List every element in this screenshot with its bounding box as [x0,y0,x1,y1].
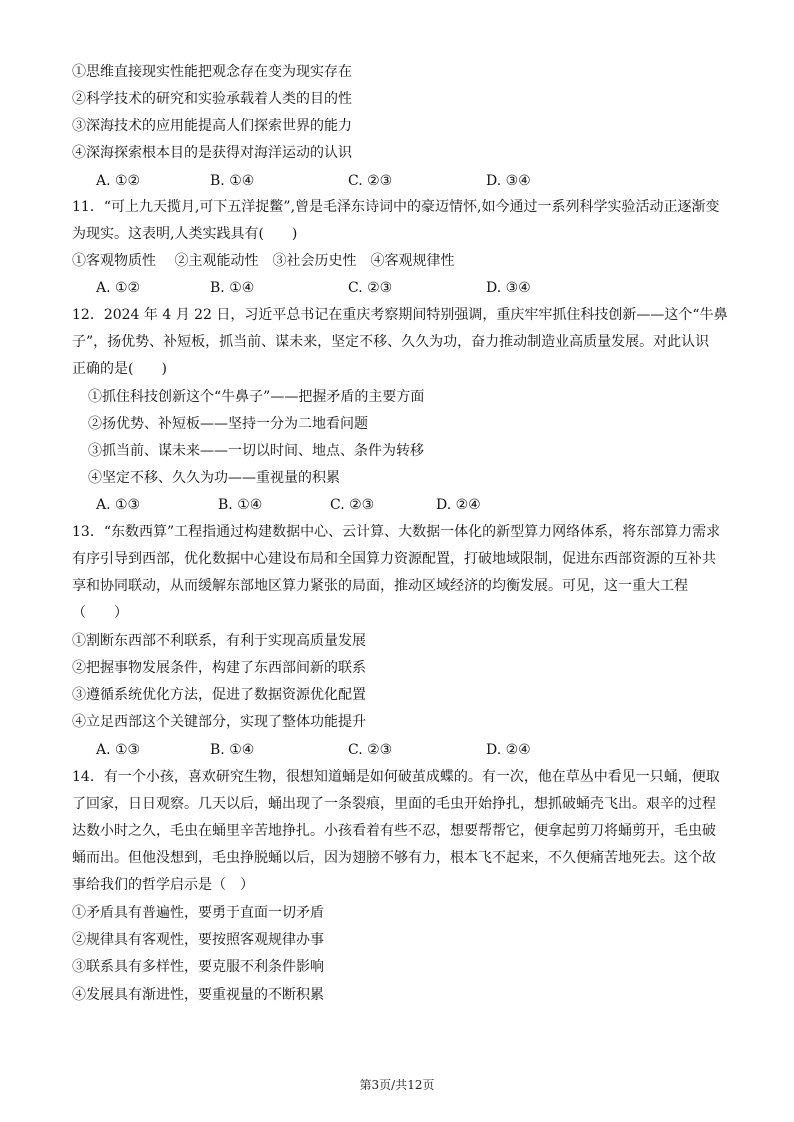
q12-stem-line-2: 子”，扬优势、补短板，抓当前、谋未来，坚定不移、久久为功，奋力推动制造业高质量发展。对此认识 [72,334,710,350]
q11-option-c: C. ②③ [348,280,393,296]
q10-item-1: ①思维直接现实性能把观念存在变为现实存在 [72,64,352,80]
q14-stem-line-5: 事给我们的哲学启示是（ ） [72,877,254,893]
q14-stem-line-4: 蛹而出。但他没想到，毛虫挣脱蛹以后，因为翅膀不够有力，根本飞不起来，不久便痛苦地死去。这个故 [72,850,716,866]
q14-item-2: ②规律具有客观性，要按照客观规律办事 [72,932,324,948]
q14-stem-line-1: 14．有一个小孩，喜欢研究生物，很想知道蛹是如何破茧成蝶的。有一次，他在草丛中看见一只蛹，便取 [72,769,720,785]
q11-stem-line-2: 为现实。这表明,人类实践具有( ) [72,226,298,242]
q13-option-c: C. ②③ [348,742,393,758]
q13-item-3: ③遵循系统优化方法，促进了数据资源优化配置 [72,687,366,703]
q10-item-2: ②科学技术的研究和实验承载着人类的目的性 [72,91,352,107]
page-number: 第3页/共12页 [359,1078,435,1092]
q10-option-b: B. ①④ [210,173,255,189]
q13-item-2: ②把握事物发展条件，构建了东西部间新的联系 [72,660,366,676]
q13-options [96,740,736,760]
q12-option-c: C. ②③ [330,497,375,513]
q13-stem-line-3: 享和协同联动，从而缓解东部地区算力紧张的局面，推动区域经济的均衡发展。可见，这一重大工程 [72,578,688,594]
q11-items: ①客观物质性 ②主观能动性 ③社会历史性 ④客观规律性 [72,253,455,269]
q10-option-c: C. ②③ [348,173,393,189]
q12-item-4: ④坚定不移、久久为功——重视量的积累 [88,470,340,486]
q10-option-d: D. ③④ [486,173,531,189]
q14-item-4: ④发展具有渐进性，要重视量的不断积累 [72,987,324,1003]
q14-stem-line-3: 达数小时之久，毛虫在蛹里辛苦地挣扎。小孩看着有些不忍，想要帮帮它，便拿起剪刀将蛹剪开，毛虫破 [72,823,716,839]
q13-option-a: A. ①③ [96,742,141,758]
q13-option-b: B. ①④ [210,742,255,758]
q12-option-a: A. ①③ [96,497,141,513]
q11-options [96,278,736,298]
q12-option-b: B. ①④ [218,497,263,513]
q11-option-b: B. ①④ [210,280,255,296]
q13-stem-line-1: 13．“东数西算”工程指通过构建数据中心、云计算、大数据一体化的新型算力网络体系，将东部算力需求 [72,524,721,540]
q13-stem-line-2: 有序引导到西部，优化数据中心建设布局和全国算力资源配置，打破地域限制，促进东西部资源的互补共 [72,551,716,567]
q11-option-a: A. ①② [96,280,141,296]
q13-item-1: ①割断东西部不利联系，有利于实现高质量发展 [72,633,366,649]
q11-option-d: D. ③④ [486,280,531,296]
q12-item-2: ②扬优势、补短板——坚持一分为二地看问题 [88,416,368,432]
q10-options [96,171,736,191]
q11-stem-line-1: 11．“可上九天揽月,可下五洋捉鳖”,曾是毛泽东诗词中的豪迈情怀,如今通过一系列科学实验活动正逐渐变 [72,199,720,215]
q13-item-4: ④立足西部这个关键部分，实现了整体功能提升 [72,714,366,730]
q12-stem-line-3: 正确的是( ) [72,361,167,377]
q10-option-a: A. ①② [96,173,141,189]
q14-item-3: ③联系具有多样性，要克服不利条件影响 [72,959,324,975]
q13-stem-line-4: （ ） [72,605,128,621]
q10-item-3: ③深海技术的应用能提高人们探索世界的能力 [72,118,352,134]
q12-stem-line-1: 12．2024 年 4 月 22 日，习近平总书记在重庆考察期间特别强调，重庆牢牢抓住科技创新——这个“牛鼻 [72,307,728,323]
q12-options [96,495,736,515]
q10-item-4: ④深海探索根本目的是获得对海洋运动的认识 [72,145,352,161]
q12-item-1: ①抓住科技创新这个“牛鼻子”——把握矛盾的主要方面 [88,389,425,405]
q14-stem-line-2: 了回家，日日观察。几天以后，蛹出现了一条裂痕，里面的毛虫开始挣扎，想抓破蛹壳飞出。艰辛的过程 [72,796,716,812]
q13-option-d: D. ②④ [486,742,531,758]
q14-item-1: ①矛盾具有普遍性，要勇于直面一切矛盾 [72,905,324,921]
q12-option-d: D. ②④ [436,497,481,513]
q12-item-3: ③抓当前、谋未来——一切以时间、地点、条件为转移 [88,443,424,459]
